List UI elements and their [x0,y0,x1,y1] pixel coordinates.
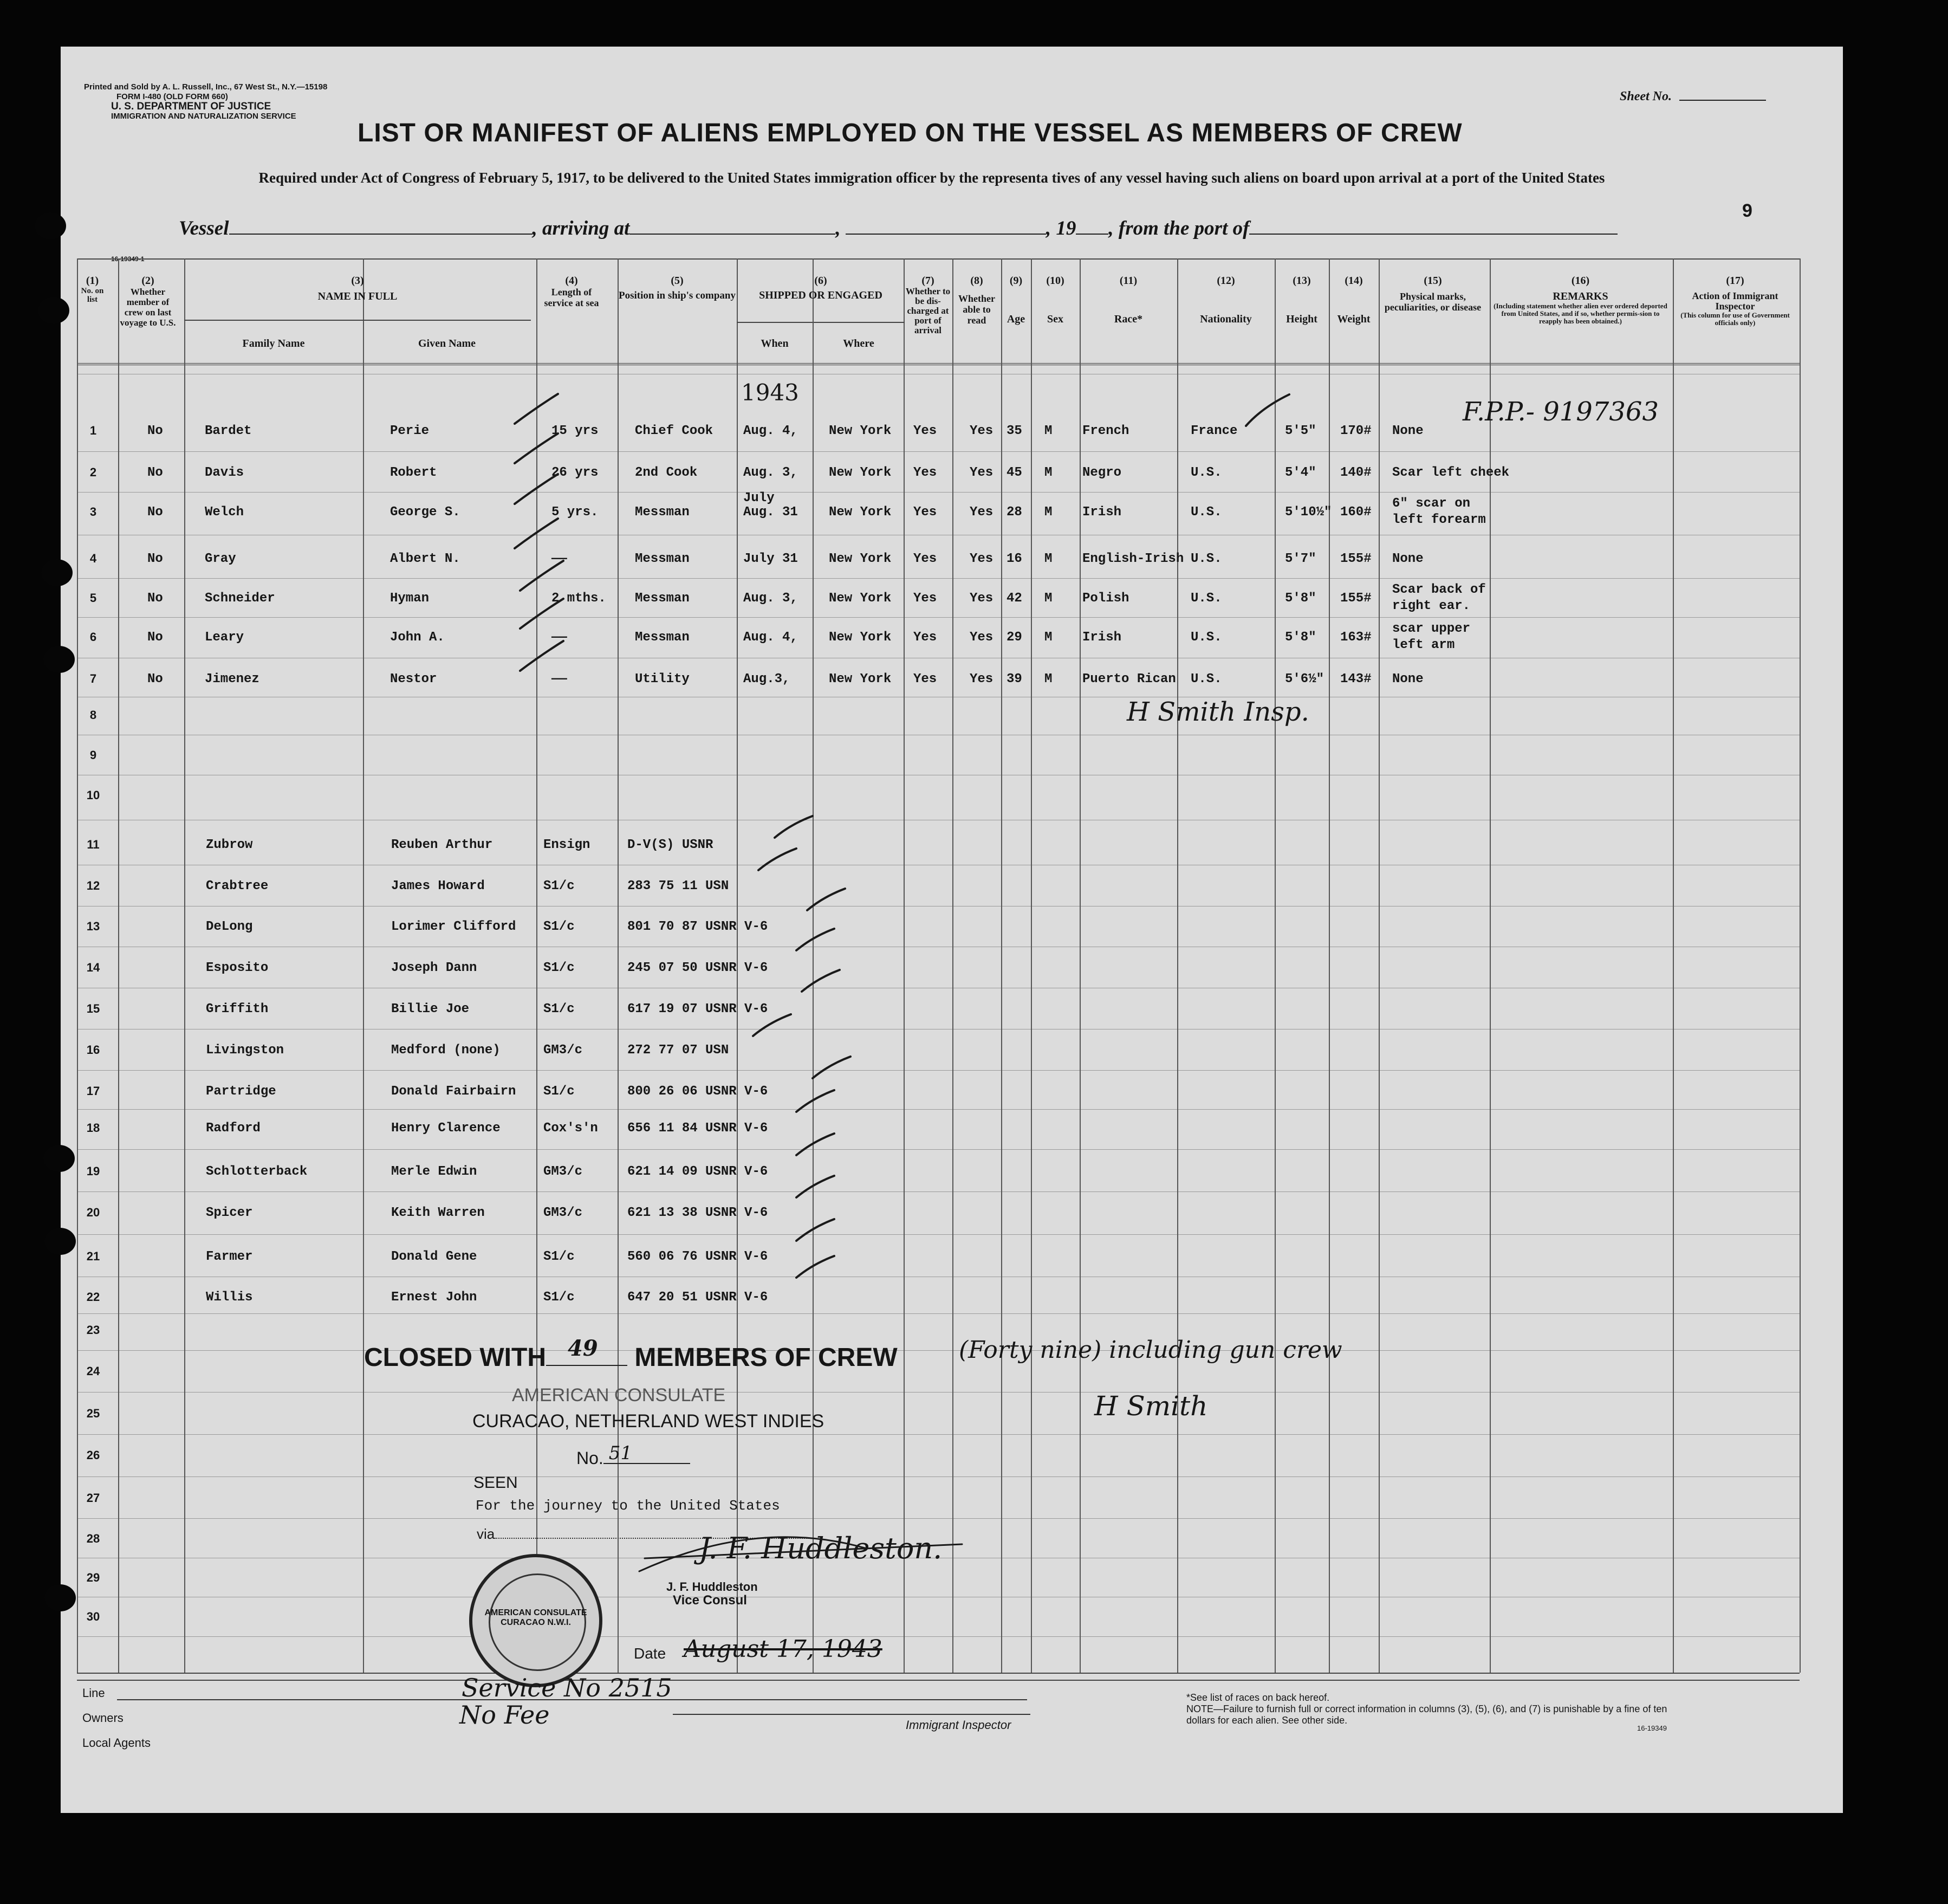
cell-marks: None [1392,672,1424,687]
row-number: 3 [89,505,97,519]
check-mark [758,849,796,870]
seen-label: SEEN [473,1474,518,1492]
footer-line-label: Line [82,1686,105,1700]
cell-prior: No [147,552,163,566]
cell-sex: M [1044,505,1053,520]
cell-sex: M [1044,591,1053,606]
col-16-header: (16) REMARKS (Including statement whether alien ever ordered deported from United States, and if so, whether permis-sion to reapply has been obtained.) [1494,275,1667,325]
cell-family: Schneider [205,591,275,606]
gun-cell-family: Radford [206,1121,261,1136]
vessel-line: Vessel , arriving at , , 19 , from the port of [179,217,1618,240]
cell-position: Chief Cook [635,424,713,438]
gun-cell-given: Henry Clarence [391,1121,501,1136]
footer-form-code: 16-19349 [1637,1724,1667,1732]
gun-cell-given: Joseph Dann [391,961,477,975]
gun-cell-rating: GM3/c [543,1206,583,1220]
cell-position: Messman [635,505,690,520]
cell-discharged: Yes [913,672,937,687]
cell-service: 5 yrs. [551,505,599,520]
cell-read: Yes [970,552,994,566]
cell-position: Utility [635,672,690,687]
cell-sex: M [1044,630,1053,645]
row-number: 12 [86,879,100,892]
cell-position: Messman [635,591,690,606]
gun-cell-given: Billie Joe [391,1002,470,1016]
cell-weight: 143# [1340,672,1372,687]
page-subtitle: Required under Act of Congress of February 5, 1917, to be delivered to the United States immigration officer by the representa tives of any vessel having such aliens on board upon arrival at a port of the United States [258,170,1605,186]
row-number: 20 [86,1206,100,1219]
cell-age: 42 [1007,591,1022,606]
cell-when: Aug. 3, [743,465,798,480]
consul-signature: J. F. Huddleston. [699,1531,943,1565]
cell-discharged: Yes [913,591,937,606]
col-1-header: (1) No. on list [81,275,104,304]
row-number: 7 [89,672,97,685]
vessel-label: Vessel [179,217,229,239]
col-15-header: (15) Physical marks, peculiarities, or disease [1384,275,1482,313]
cell-family: Jimenez [205,672,259,687]
row-number: 21 [86,1249,100,1263]
cell-marks: Scar back of [1392,582,1486,597]
cell-marks: None [1392,424,1424,438]
gun-cell-given: Ernest John [391,1290,477,1305]
row-number: 17 [86,1084,100,1098]
cell-given: John A. [390,630,445,645]
cell-age: 28 [1007,505,1022,520]
check-mark [515,519,558,548]
gun-cell-given: Medford (none) [391,1043,501,1058]
cell-given: George S. [390,505,460,520]
check-mark [753,1014,791,1036]
cell-when: Aug. 3, [743,591,798,606]
col-13-header: (13) Height [1286,275,1317,325]
cell-read: Yes [970,630,994,645]
visa-number-label: No. [576,1448,603,1468]
cell-discharged: Yes [913,424,937,438]
cell-read: Yes [970,424,994,438]
gun-cell-given: Keith Warren [391,1206,485,1220]
check-mark [520,599,563,629]
corner-number: 9 [1742,200,1752,221]
cell-when: Aug. 4, [743,630,798,645]
check-mark [796,1219,834,1241]
cell-weight: 140# [1340,465,1372,480]
penalty-note: NOTE—Failure to furnish full or correct information in columns (3), (5), (6), and (7) is punishable by a fine of ten dollars for each alien. See other side. [1186,1704,1667,1726]
row-number: 4 [89,552,97,565]
cell-given: Hyman [390,591,430,606]
service-number: Service No 2515 [462,1673,672,1702]
cell-race: French [1082,424,1129,438]
fee-note: No Fee [459,1700,550,1730]
cell-height: 5'5" [1285,424,1316,438]
cell-discharged: Yes [913,630,937,645]
check-mark [807,889,845,910]
cell-given: Robert [390,465,437,480]
where-header: Where [843,338,874,349]
cell-service: —— [551,552,567,566]
cell-age: 35 [1007,424,1022,438]
cell-nationality: U.S. [1191,505,1222,520]
gun-cell-service_no: 283 75 11 USN [627,879,729,893]
cell-family: Bardet [205,424,252,438]
printer-line: Printed and Sold by A. L. Russell, Inc., 67 West St., N.Y.—15198 [84,82,328,92]
col-8-header: (8) Whether able to read [958,275,995,326]
cell-family: Gray [205,552,236,566]
cell-service: 2 mths. [551,591,606,606]
cell-weight: 155# [1340,591,1372,606]
gun-cell-service_no: 617 19 07 USNR V-6 [627,1002,768,1016]
consul-name: J. F. Huddleston [666,1580,758,1594]
cell-service: 15 yrs [551,424,599,438]
col-7-header: (7) Whether to be dis-charged at port of arrival [905,275,951,335]
gun-cell-family: Crabtree [206,879,269,893]
family-name-header: Family Name [242,338,305,349]
cell-prior: No [147,424,163,438]
check-mark [520,561,563,591]
from-port-label: , from the port of [1108,217,1250,239]
cell-service: 26 yrs [551,465,599,480]
col-10-header: (10) Sex [1046,275,1064,325]
gun-cell-family: DeLong [206,919,253,934]
gun-cell-given: Reuben Arthur [391,838,493,852]
check-mark [813,1057,850,1078]
cell-where: New York [829,552,892,566]
gun-cell-rating: Ensign [543,838,590,852]
col-11-header: (11) Race* [1114,275,1143,325]
when-header: When [761,338,789,349]
row-number: 30 [86,1610,100,1623]
cell-height: 5'10½" [1285,505,1332,520]
cell-height: 5'4" [1285,465,1316,480]
row-number: 25 [86,1407,100,1420]
check-mark [796,1256,834,1278]
gun-cell-service_no: 647 20 51 USNR V-6 [627,1290,768,1305]
cell-read: Yes [970,591,994,606]
gun-cell-family: Livingston [206,1043,284,1058]
gun-cell-family: Griffith [206,1002,269,1016]
col-9-header: (9) Age [1007,275,1025,325]
cell-age: 39 [1007,672,1022,687]
cell-position: Messman [635,630,690,645]
cell-weight: 155# [1340,552,1372,566]
gun-cell-rating: S1/c [543,961,575,975]
cell-age: 29 [1007,630,1022,645]
cell-weight: 163# [1340,630,1372,645]
cell-height: 5'8" [1285,591,1316,606]
gun-cell-given: Donald Gene [391,1249,477,1264]
row-number: 2 [89,465,97,479]
gun-cell-service_no: 800 26 06 USNR V-6 [627,1084,768,1099]
cell-where: New York [829,630,892,645]
gun-cell-rating: S1/c [543,1084,575,1099]
gun-cell-family: Farmer [206,1249,253,1264]
row-number: 22 [86,1290,100,1304]
check-mark [515,433,558,463]
cell-prior: No [147,672,163,687]
via-label: via [477,1526,495,1542]
check-mark [515,474,558,504]
consul-date: August 17, 1943 [684,1635,882,1663]
check-mark [796,1134,834,1155]
cell-nationality: U.S. [1191,552,1222,566]
cell-where: New York [829,424,892,438]
races-footnote: *See list of races on back hereof. [1186,1692,1330,1703]
gun-cell-family: Esposito [206,961,269,975]
gun-cell-given: Merle Edwin [391,1164,477,1179]
gun-cell-rating: Cox's'n [543,1121,598,1136]
cell-nationality: U.S. [1191,465,1222,480]
cell-age: 45 [1007,465,1022,480]
cell-prior: No [147,591,163,606]
gun-cell-family: Schlotterback [206,1164,308,1179]
gun-cell-family: Willis [206,1290,253,1305]
cell-service: —— [551,630,567,645]
gun-cell-service_no: 621 13 38 USNR V-6 [627,1206,768,1220]
gun-cell-family: Spicer [206,1206,253,1220]
col-6-header: (6) SHIPPED OR ENGAGED [759,275,882,301]
cell-when: Aug. 31 [743,505,798,520]
gun-cell-service_no: 245 07 50 USNR V-6 [627,961,768,975]
col-3-header: (3) NAME IN FULL [317,275,398,302]
closed-count: 49 [567,1336,598,1361]
footer-owners-label: Owners [82,1711,124,1725]
cell-read: Yes [970,672,994,687]
gun-cell-rating: S1/c [543,1002,575,1016]
consulate-name: AMERICAN CONSULATE [512,1385,726,1406]
cell-marks: None [1392,552,1424,566]
row-number: 18 [86,1121,100,1135]
cell-race: Negro [1082,465,1122,480]
members-of-crew-label: MEMBERS OF CREW [634,1343,898,1372]
inspector-signature: H Smith [1094,1390,1208,1422]
cell-position: Messman [635,552,690,566]
cell-read: Yes [970,505,994,520]
gun-cell-rating: S1/c [543,1290,575,1305]
cell-where: New York [829,465,892,480]
row-number: 29 [86,1571,100,1584]
cell-where: New York [829,505,892,520]
row-number: 6 [89,630,97,644]
visa-number: 51 [608,1442,633,1464]
cell-family: Leary [205,630,244,645]
row-number: 19 [86,1164,100,1178]
cell-when: Aug.3, [743,672,790,687]
service-name: IMMIGRATION AND NATURALIZATION SERVICE [111,112,296,121]
form-code: 16-19349-1 [111,255,145,263]
gun-cell-service_no: 656 11 84 USNR V-6 [627,1121,768,1136]
check-mark [520,641,563,671]
cell-weight: 160# [1340,505,1372,520]
col-12-header: (12) Nationality [1200,275,1252,325]
cell-race: English-Irish [1082,552,1184,566]
cell-age: 16 [1007,552,1022,566]
gun-cell-rating: GM3/c [543,1043,583,1058]
cell-read: Yes [970,465,994,480]
cell-service: —— [551,672,567,687]
form-number: FORM I-480 (OLD FORM 660) [116,92,228,101]
row-number: 9 [89,748,97,762]
journey-text: For the journey to the United States [476,1498,780,1514]
cell-prior: No [147,630,163,645]
cell-position: 2nd Cook [635,465,698,480]
check-mark [802,970,840,992]
closed-with-label: CLOSED WITH [364,1343,546,1372]
handwritten-file-number: F.P.P.- 9197363 [1463,397,1659,427]
sheet-number-label: Sheet No. [1620,89,1672,103]
consulate-location: CURACAO, NETHERLAND WEST INDIES [472,1411,824,1432]
cell-marks-line2: right ear. [1392,599,1471,613]
gun-cell-service_no: 621 14 09 USNR V-6 [627,1164,768,1179]
col-5-header: (5) Position in ship's company [619,275,736,301]
gun-cell-given: James Howard [391,879,485,893]
date-label: Date [634,1645,666,1662]
check-mark [796,1090,834,1112]
cell-discharged: Yes [913,505,937,520]
cell-sex: M [1044,672,1053,687]
cell-family: Davis [205,465,244,480]
cell-sex: M [1044,424,1053,438]
row-number: 5 [89,591,97,605]
cell-given: Nestor [390,672,437,687]
cell-prior: No [147,505,163,520]
cell-nationality: France [1191,424,1238,438]
cell-nationality: U.S. [1191,630,1222,645]
gun-cell-service_no: D-V(S) USNR [627,838,713,852]
cell-height: 5'8" [1285,630,1316,645]
col-14-header: (14) Weight [1337,275,1371,325]
cell-marks-line2: left forearm [1392,513,1486,527]
cell-family: Welch [205,505,244,520]
gun-cell-given: Lorimer Clifford [391,919,516,934]
cell-given: Perie [390,424,430,438]
cell-discharged: Yes [913,465,937,480]
cell-nationality: U.S. [1191,672,1222,687]
col-2-header: (2) Whether member of crew on last voyage to U.S. [120,275,176,328]
row-number: 1 [89,424,97,437]
check-mark [796,1176,834,1197]
check-mark [796,929,834,950]
cell-discharged: Yes [913,552,937,566]
cell-race: Irish [1082,505,1122,520]
cell-race: Polish [1082,591,1129,606]
row-number: 11 [87,838,100,851]
cell-prior: No [147,465,163,480]
cell-height: 5'7" [1285,552,1316,566]
handwritten-inspector: H Smith Insp. [1127,697,1309,727]
row-number: 16 [86,1043,100,1057]
col-17-header: (17) Action of Immigrant Inspector (This column for use of Government officials only) [1680,275,1790,327]
cell-weight: 170# [1340,424,1372,438]
consul-title: Vice Consul [673,1593,747,1608]
row-number: 8 [89,708,97,722]
cell-sex: M [1044,465,1053,480]
row-number: 27 [86,1491,100,1505]
cell-race: Irish [1082,630,1122,645]
row-number: 14 [86,961,100,974]
check-mark [775,816,813,838]
cell-race: Puerto Rican [1082,672,1176,687]
cell-height: 5'6½" [1285,672,1324,687]
gun-cell-service_no: 801 70 87 USNR V-6 [627,919,768,934]
row-number: 13 [86,919,100,933]
row-number: 23 [86,1323,100,1337]
cell-marks: 6" scar on [1392,496,1471,511]
closed-words: (Forty nine) including gun crew [959,1336,1342,1364]
cell-when: July 31 [743,552,798,566]
cell-where: New York [829,591,892,606]
cell-marks-line2: left arm [1392,638,1455,652]
row-number: 15 [86,1002,100,1015]
col-4-header: (4) Length of service at sea [544,275,599,308]
check-mark [515,394,558,424]
gun-cell-service_no: 272 77 07 USN [627,1043,729,1058]
cell-given: Albert N. [390,552,460,566]
handwritten-year: 1943 [741,379,799,406]
cell-where: New York [829,672,892,687]
gun-cell-given: Donald Fairbairn [391,1084,516,1099]
seal-text: AMERICAN CONSULATE CURACAO N.W.I. [484,1608,587,1627]
row-number: 10 [86,788,100,802]
given-name-header: Given Name [418,338,476,349]
page-title: LIST OR MANIFEST OF ALIENS EMPLOYED ON THE VESSEL AS MEMBERS OF CREW [358,119,1463,147]
row-number: 26 [86,1448,100,1462]
immigrant-inspector-label: Immigrant Inspector [906,1718,1011,1732]
cell-marks: Scar left cheek [1392,465,1510,480]
cell-nationality: U.S. [1191,591,1222,606]
cell-marks: scar upper [1392,621,1471,636]
gun-cell-rating: S1/c [543,879,575,893]
cell-sex: M [1044,552,1053,566]
gun-cell-rating: S1/c [543,1249,575,1264]
gun-cell-family: Zubrow [206,838,253,852]
department-name: U. S. DEPARTMENT OF JUSTICE [111,101,271,112]
cell-when: Aug. 4, [743,424,798,438]
check-mark [1246,394,1289,426]
arriving-label: , arriving at [532,217,630,239]
cell-when-correction: July [743,491,775,506]
gun-cell-service_no: 560 06 76 USNR V-6 [627,1249,768,1264]
gun-cell-rating: GM3/c [543,1164,583,1179]
footer-local-agents-label: Local Agents [82,1736,151,1750]
gun-cell-family: Partridge [206,1084,276,1099]
row-number: 24 [86,1364,100,1378]
gun-cell-rating: S1/c [543,919,575,934]
year-label: , 19 [1046,217,1076,239]
row-number: 28 [86,1532,100,1545]
